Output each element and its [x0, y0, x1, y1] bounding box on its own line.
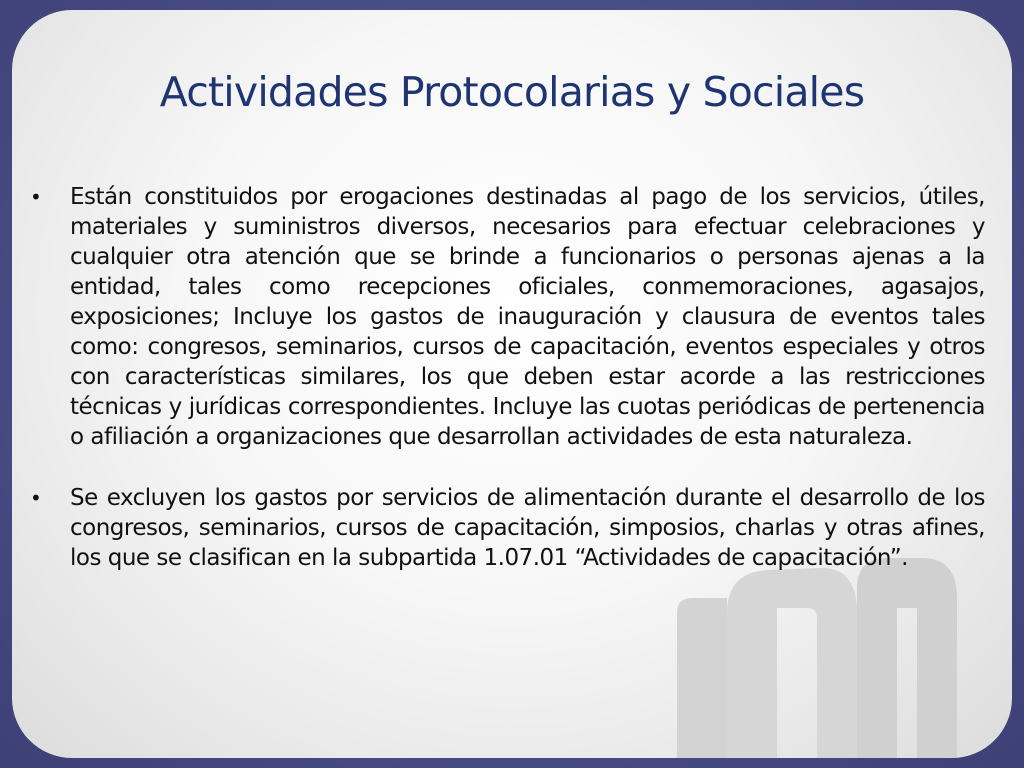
- bullet-item: [30, 182, 985, 452]
- bullet-text: Están constituidos por erogaciones destinadas al pago de los servicios, útiles, materiales y suministros diversos, necesarios para efectuar celebraciones y cualquier otra atención que se brinde a funcionarios o personas ajenas a la entidad, tales como recepciones oficiales, conmemoraciones, agasajos, exposiciones; Incluye los gastos de inauguración y clausura de eventos tales como: congresos, seminarios, cursos de capacitación, eventos especiales y otros con características similares, los que deben estar acorde a las restricciones técnicas y jurídicas correspondientes. Incluye las cuotas periódicas de pertenencia o afiliación a organizaciones que desarrollan actividades de esta naturaleza.: [70, 184, 985, 450]
- bullet-list: [30, 182, 985, 573]
- bullet-marker: •: [30, 486, 42, 510]
- bullet-text: Se excluyen los gastos por servicios de alimentación durante el desarrollo de los congresos, seminarios, cursos de capacitación, simposios, charlas y otras afines, los que se clasifican en la subpartida 1.07.01 “Actividades de capacitación”.: [70, 485, 985, 571]
- bullet-marker: •: [30, 185, 42, 209]
- slide-title: Actividades Protocolarias y Sociales: [159, 68, 865, 116]
- bullet-item: [30, 483, 985, 573]
- m-logo-watermark-icon: [667, 558, 967, 758]
